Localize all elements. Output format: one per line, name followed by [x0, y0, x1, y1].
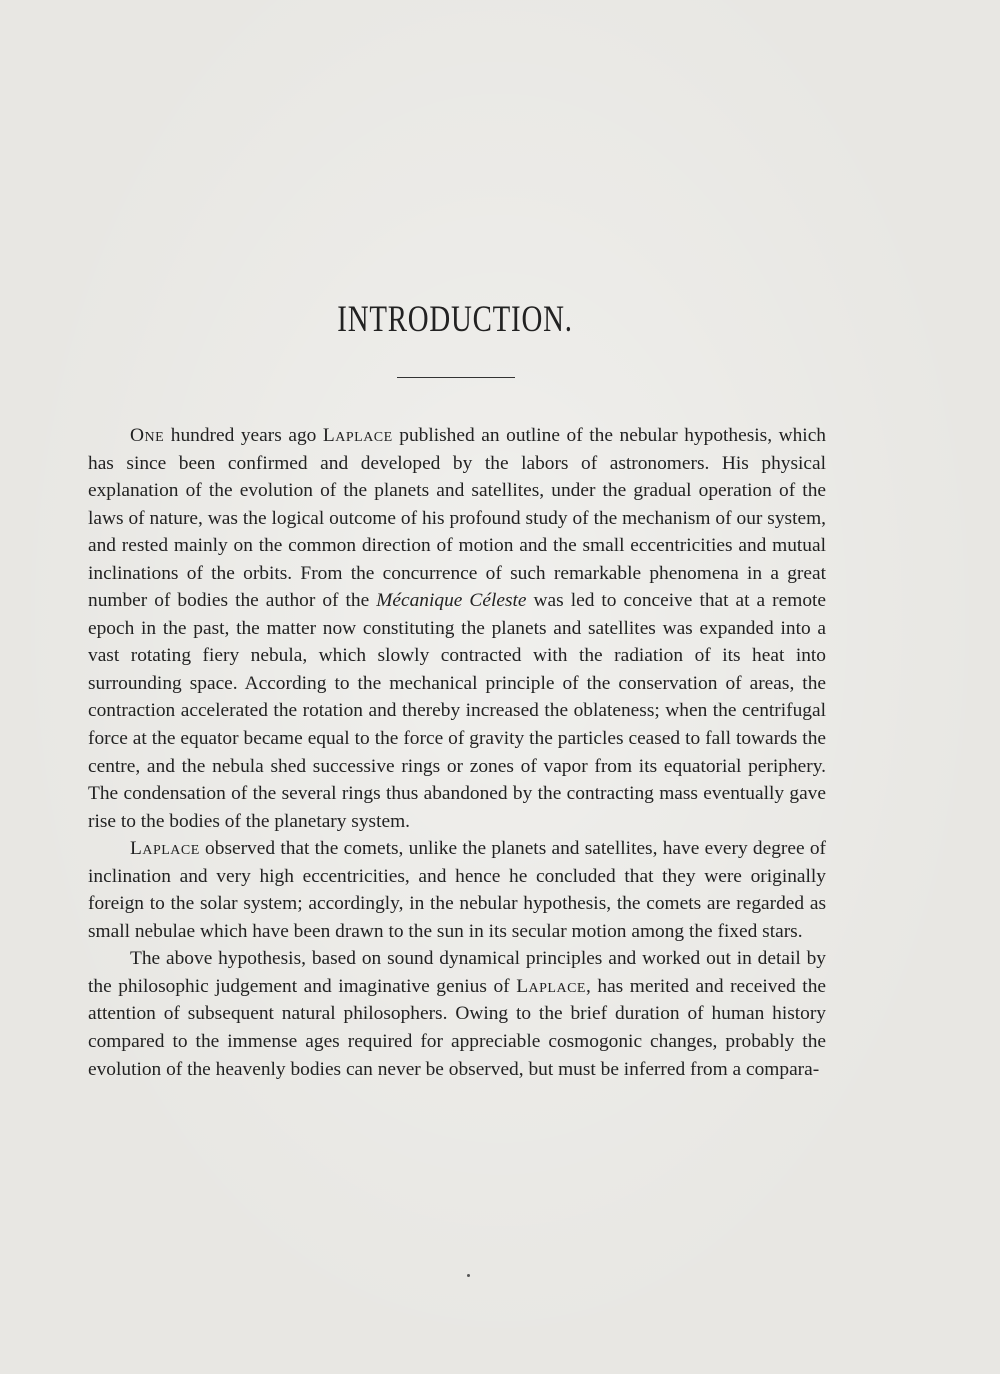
- body-text: [88, 422, 826, 1083]
- text-run: published an outline of the nebular hypothesis, which has since been confirmed and developed by the labors of astronomers. His physical explanation of the evolution of the planets and satellites, under the gradual operation of the laws of nature, was the logical outcome of his profound study of the mechanism of our system, and rested mainly on the common direction of motion and the small eccentricities and mutual inclinations of the orbits. From the concurrence of such remarkable phenomena in a great number of bodies the author of the: [88, 425, 826, 612]
- paragraph: [88, 422, 826, 835]
- paragraph-lead-word: One: [130, 425, 165, 446]
- text-run: , has merited and received the attention of subsequent natural philosophers. Owing to the brief duration of human history compared to the immense ages required for appreciable cosmogonic changes, probably the evolution of the heavenly bodies can never be observed, but must be inferred from a compara-: [88, 975, 826, 1080]
- text-run: The above hypothesis, based on sound dynamical principles and worked out in detail by the philosophic judgement and imaginative genius of: [88, 948, 826, 997]
- text-run: observed that the comets, unlike the planets and satellites, have every degree of inclination and very high eccentricities, and hence he concluded that they were originally foreign to the solar system; accordingly, in the nebular hypothesis, the comets are regarded as small nebulae which have been drawn to the sun in its secular motion among the fixed stars.: [88, 838, 826, 942]
- italic-title: Mécanique Céleste: [376, 590, 527, 612]
- print-speck: [467, 1274, 470, 1277]
- paragraph: [88, 835, 826, 945]
- text-run: hundred years ago: [164, 425, 323, 446]
- small-caps-name: Laplace: [322, 425, 393, 446]
- small-caps-name: Laplace: [130, 838, 200, 860]
- heading-rule: [397, 377, 515, 378]
- text-run: was led to conceive that at a remote epoch in the past, the matter now constituting the planets and satellites was expanded into a vast rotating fiery nebula, which slowly contracted with the radiation of its heat into surrounding space. According to the mechanical principle of the conservation of areas, the contraction accelerated the rotation and thereby increased the oblateness; when the centrifugal force at the equator became equal to the force of gravity the particles ceased to fall towards the centre, and the nebula shed successive rings or zones of vapor from its equatorial periphery. The condensation of the several rings thus abandoned by the contracting mass eventually gave rise to the bodies of the planetary system.: [88, 590, 827, 832]
- small-caps-name: Laplace: [516, 975, 586, 997]
- chapter-heading: INTRODUCTION.: [337, 299, 573, 340]
- paragraph: [88, 945, 826, 1083]
